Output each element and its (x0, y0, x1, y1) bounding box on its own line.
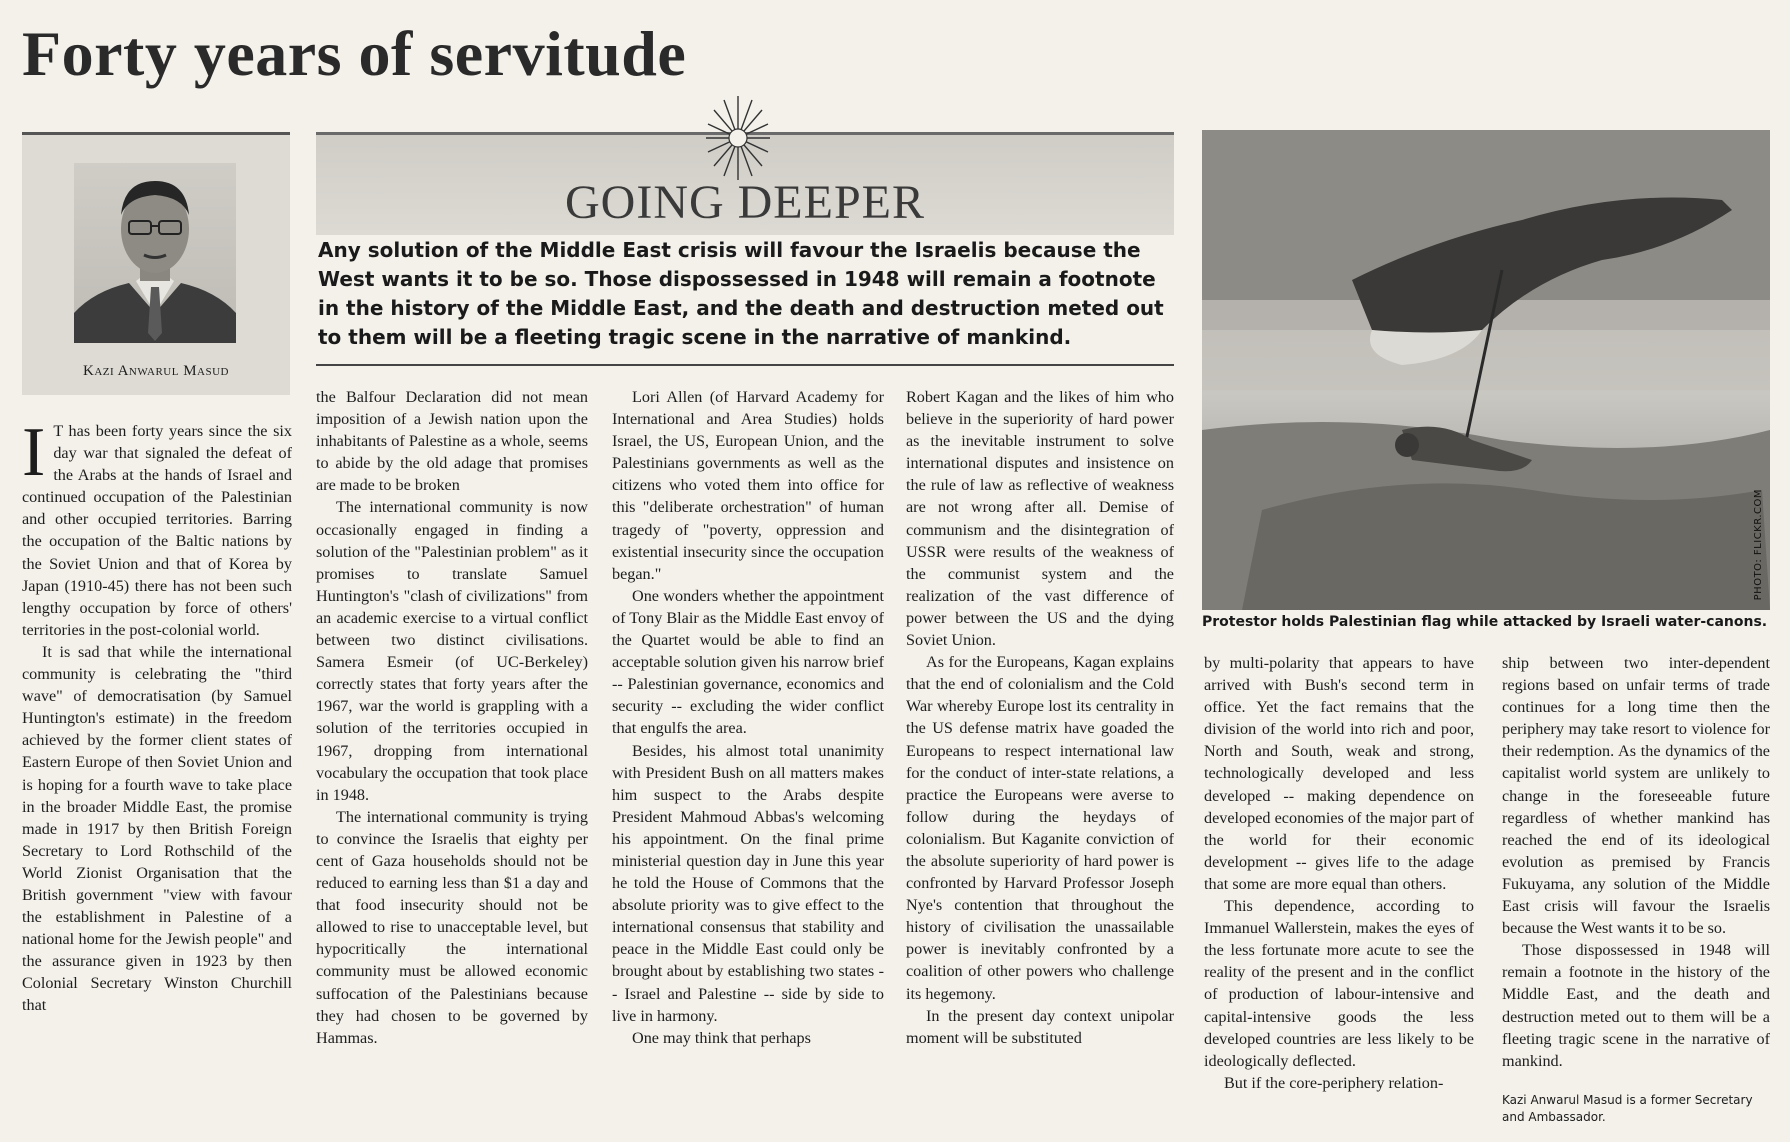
paragraph: This dependence, according to Immanuel Wallerstein, makes the eyes of the less fortunate more acute to see the reality of the present and in the conflict of production of labour-intensive and capital-intensive goods the less developed countries are less likely to be ideologically deflected. (1204, 897, 1474, 1070)
protest-photo (1202, 130, 1770, 610)
star-burst-icon (706, 96, 770, 185)
paragraph: But if the core-periphery relation- (1224, 1073, 1444, 1092)
author-bio: Kazi Anwarul Masud is a former Secretary and Ambassador. (1502, 1093, 1753, 1124)
article-column-6 (1502, 652, 1770, 1082)
paragraph: The international community is now occasionally engaged in finding a solution of the "Palestinian problem" as it promises to translate Samuel Huntington's "clash of civilizations" from an academic exercise to a virtual conflict between two distinct civilisations. Samera Esmeir (of UC-Berkeley) correctly states that forty years after the 1967, war the world is grappling with a solution of the territories occupied in 1967, dropping from international vocabulary the occupation that took place in 1948. (316, 498, 588, 804)
paragraph: It is sad that while the international community is celebrating the "third wave" of democratisation (by Samuel Huntington's estimate) in the freedom achieved by the former client states of Eastern Europe of then Soviet Union and is hoping for a fourth wave to take place in the broader Middle East, the promise made in 1917 by then British Foreign Secretary to Lord Rothschild of the World Zionist Organisation that the British government "view with favour the establishment in Palestine of a national home for the Jewish people" and the assurance given in 1923 by then Colonial Secretary Winston Churchill that (22, 642, 292, 1015)
banner-title: GOING DEEPER (565, 176, 925, 229)
author-name: Kazi Anwarul Masud (82, 363, 229, 379)
paragraph: ship between two inter-dependent regions based on unfair terms of trade continues for a long time then the periphery may take resort to violence for their redemption. As the dynamics of the capitalist world system are unlikely to change in the foreseeable future regardless of whether mankind has reached the end of its ideological evolution as premised by Francis Fukuyama, any solution of the Middle East crisis will favour the Israelis because the West wants it to be so. (1502, 654, 1770, 938)
article-column-5 (1204, 652, 1474, 1142)
paragraph: Those dispossessed in 1948 will remain a footnote in the history of the Middle East, and the death and destruction meted out to them will be a fleeting tragic scene in the narrative of mankind. (1502, 941, 1770, 1070)
article-column-1 (22, 420, 292, 1142)
paragraph: In the present day context unipolar moment will be substituted (906, 1006, 1174, 1047)
paragraph: Besides, his almost total unanimity with President Bush on all matters makes him suspect to the Arabs despite President Mahmoud Abbas's welcoming his appointment. On the final prime ministerial question day in June this year he told the House of Commons that the absolute priority was to give effect to the international consensus that stability and peace in the Middle East could only be brought about by establishing two states -- Israel and Palestine -- side by side to live in harmony. (612, 741, 884, 1025)
author-box (22, 132, 290, 395)
paragraph: One may think that perhaps (632, 1028, 811, 1047)
photo-credit: PHOTO: FLICKR.COM (1753, 488, 1764, 600)
photo-caption: Protestor holds Palestinian flag while attacked by Israeli water-canons. (1202, 614, 1768, 630)
paragraph: Robert Kagan and the likes of him who believe in the superiority of hard power as the inevitable instrument to solve international disputes and insistence on the rule of law as reflective of weakness are not wrong after all. Demise of communism and the disintegration of USSR were results of the weakness of the communist system and the realization of the vast difference of power between the US and the dying Soviet Union. (906, 388, 1174, 650)
drop-cap: I (22, 420, 46, 491)
article-column-2 (316, 386, 588, 1142)
divider (316, 364, 1174, 366)
paragraph: the Balfour Declaration did not mean imposition of a Jewish nation upon the inhabitants of Palestine as a whole, seems to abide by the old adage that promises are made to be broken (316, 388, 588, 495)
paragraph: Lori Allen (of Harvard Academy for International and Area Studies) holds Israel, the US, European Union, and the Palestinians governments as well as the citizens who voted them into office for this "deliberate orchestration" of human tragedy of "poverty, oppression and existential insecurity since the occupation began." (612, 388, 884, 583)
standfirst: Any solution of the Middle East crisis will favour the Israelis because the West wants it to be so. Those dispossessed in 1948 will remain a footnote in the history of the Middle East, and the death and destruction meted out to them will be a fleeting tragic scene in the narrative of mankind. (318, 238, 1164, 349)
headline: Forty years of servitude (22, 18, 687, 89)
article-column-3 (612, 386, 884, 1142)
paragraph: The international community is trying to convince the Israelis that eighty per cent of Gaza households should not be reduced to earning less than $1 a day and that food insecurity should not be allowed to rise to unacceptable level, but hypocritically the international community must be allowed economic suffocation of the Palestinians because they had chosen to be governed by Hammas. (316, 807, 588, 1047)
paragraph-text: T has been forty years since the six day war that signaled the defeat of the Arabs at the hands of Israel and continued occupation of the Palestinian and other occupied territories. Barring the occupation of the Baltic nations by the Soviet Union and that of Korea by Japan (1910-45) there has not been such lengthy occupation by force of others' territories in the post-colonial world. (22, 422, 292, 639)
author-portrait (74, 163, 236, 343)
paragraph: by multi-polarity that appears to have arrived with Bush's second term in office. Yet the fact remains that the division of the world into rich and poor, North and South, weak and strong, technologically developed and less developed -- making dependence on developed economies of the major part of the world for their economic development -- gives life to the adage that some are more equal than others. (1204, 654, 1474, 893)
paragraph: One wonders whether the appointment of Tony Blair as the Middle East envoy of the Quartet would be able to find an acceptable solution given his narrow brief -- Palestinian governance, economics and security -- excluding the wider conflict that engulfs the area. (612, 586, 884, 738)
article-column-4 (906, 386, 1174, 1142)
paragraph (22, 420, 292, 641)
paragraph: As for the Europeans, Kagan explains that the end of colonialism and the Cold War whereby Europe lost its centrality in the US defense matrix have goaded the Europeans to respect international law for the conduct of inter-state relations, a practice the Europeans were averse to follow during the heydays of colonialism. But Kaganite conviction of the absolute superiority of hard power is confronted by Harvard Professor Joseph Nye's contention that throughout the history of civilisation the unassailable power is inevitably confronted by a coalition of other powers who challenge its hegemony. (906, 653, 1174, 1003)
